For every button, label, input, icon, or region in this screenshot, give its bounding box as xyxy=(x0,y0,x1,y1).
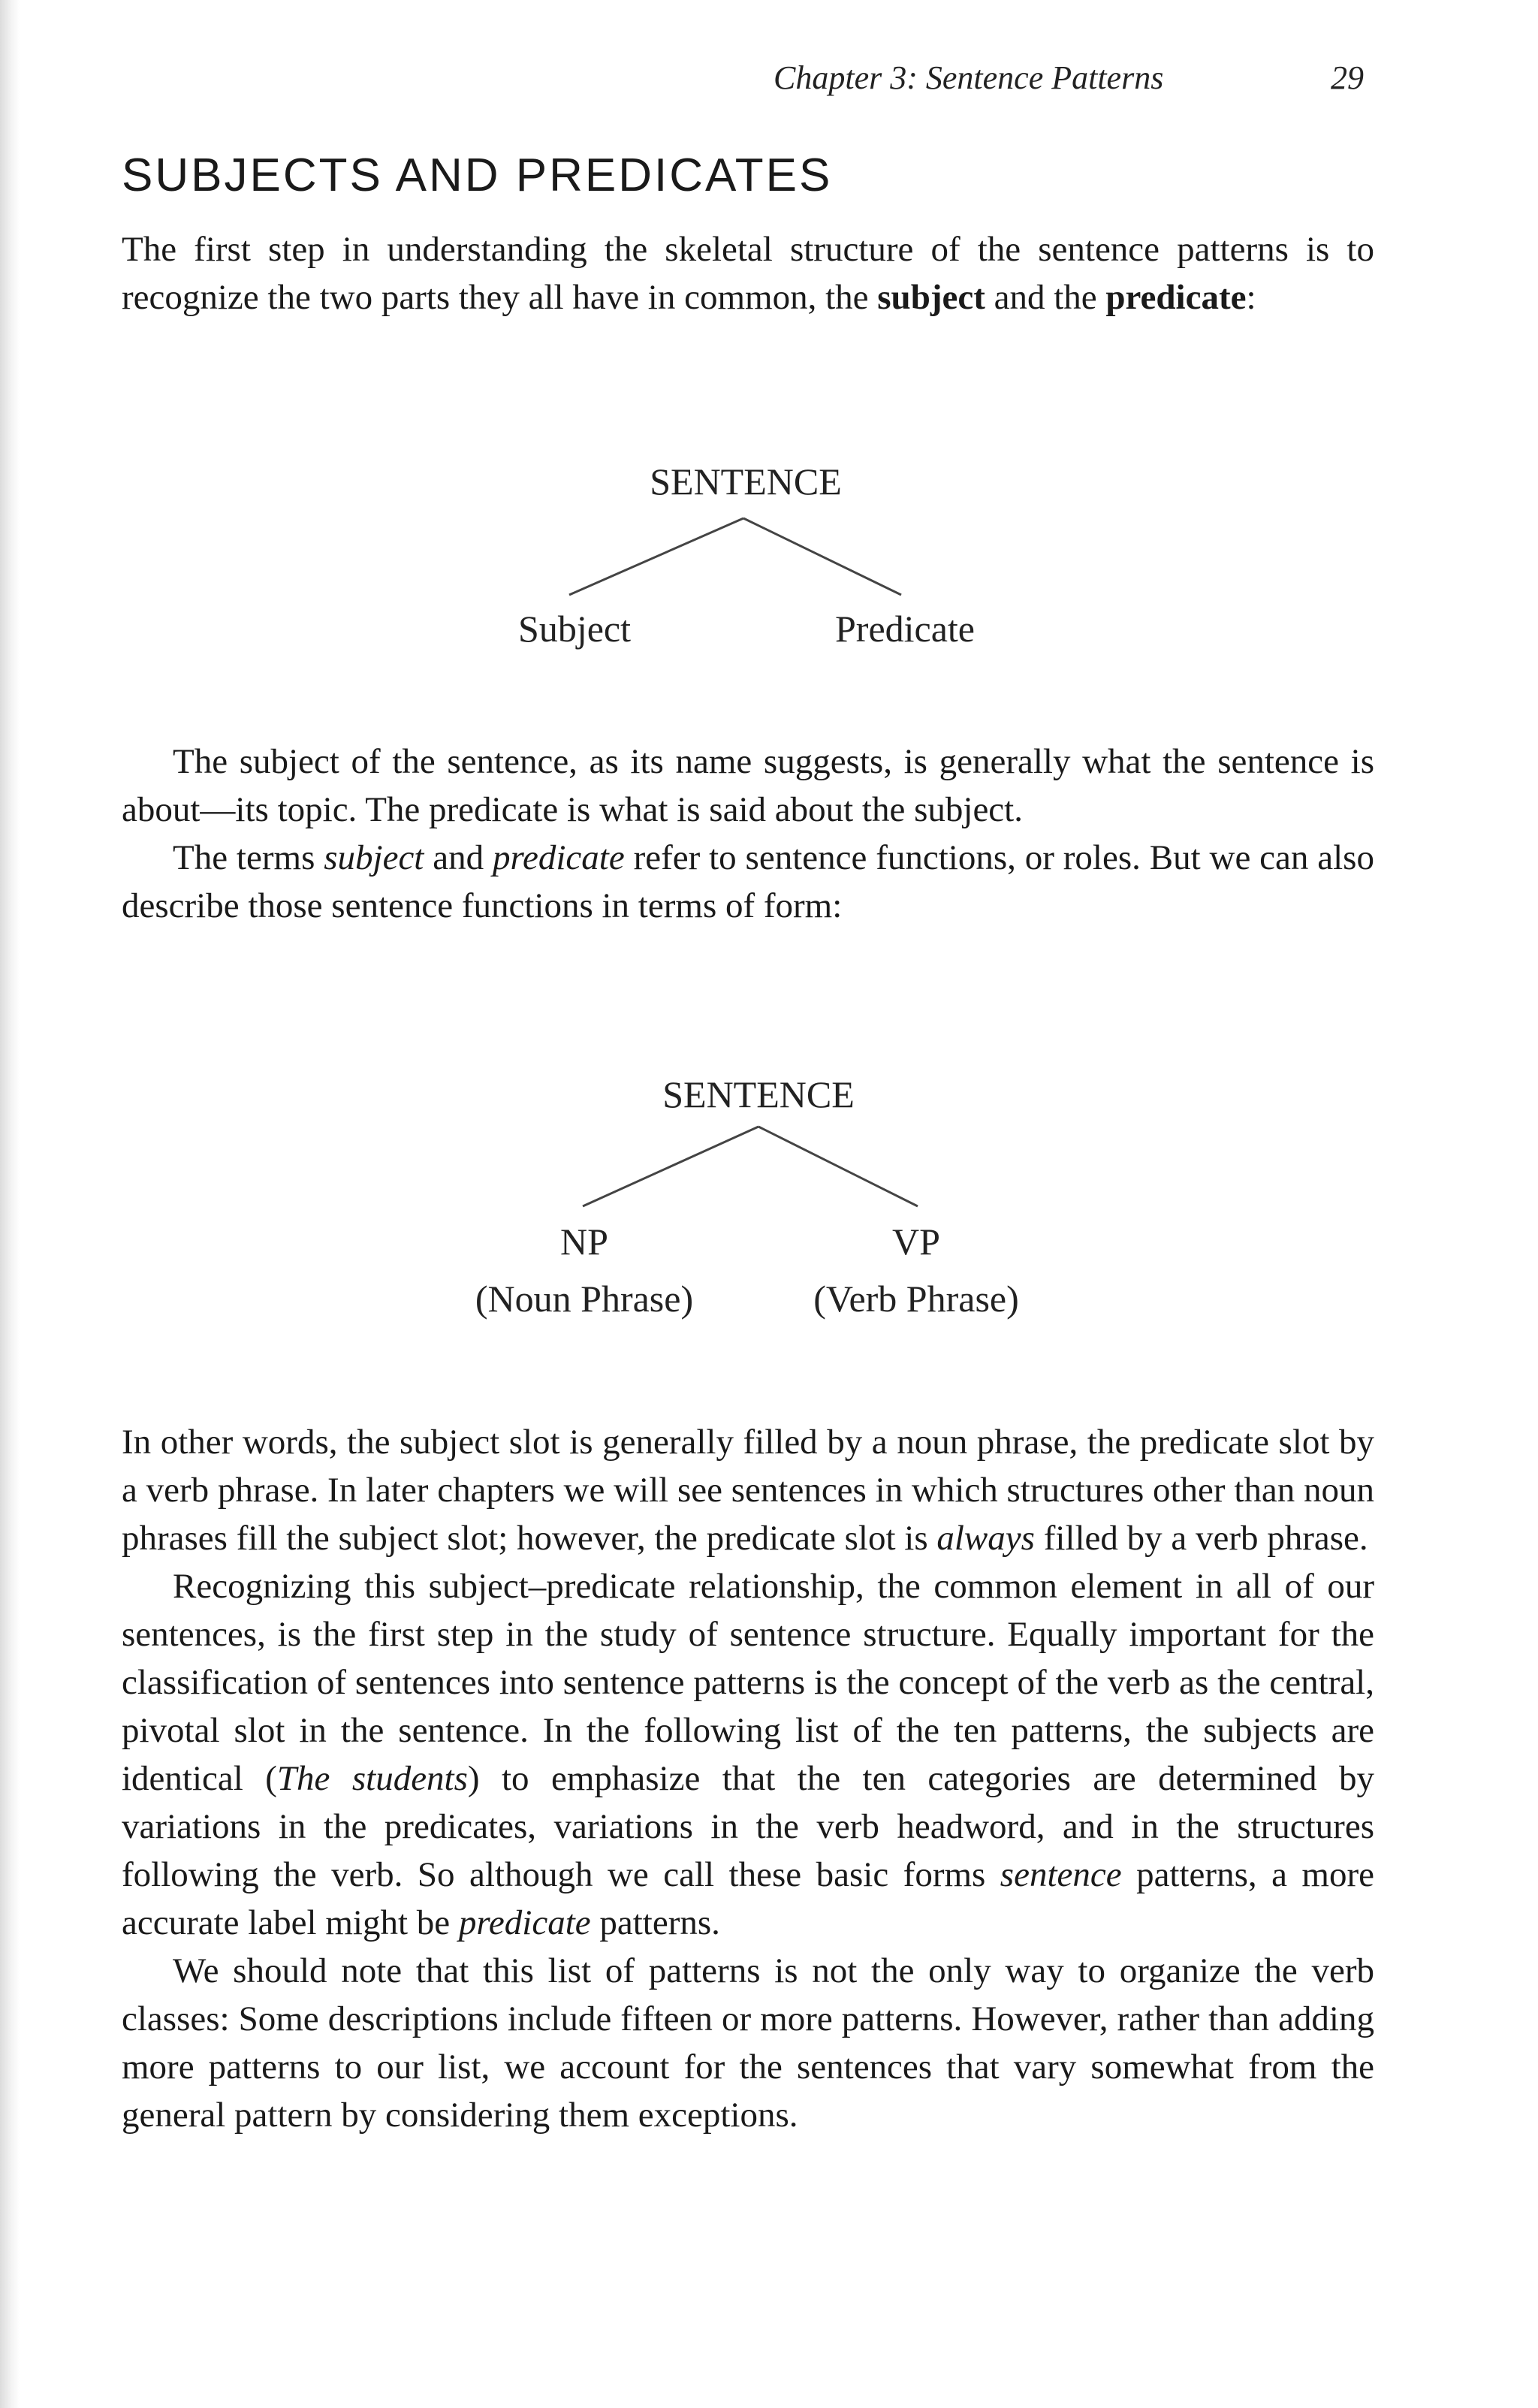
paragraph-6: We should note that this list of patterns is not the only way to organize the verb classes: Some descriptions include fifteen or more patterns. However, rather than adding more patterns to our list, we account for the sentences that vary somewhat from the general pattern by considering them exceptions. xyxy=(122,1951,1374,2135)
p5-c: patterns, a more accurate label might be xyxy=(122,1855,1374,1942)
p5-sentence-italic: sentence xyxy=(1000,1855,1122,1894)
p5-a: Recognizing this subject–predicate relationship, the common element in all of our sentences, is the first step in the study of sentence structure. Equally important for the classification of sentences into sentence patterns is the concept of the verb as the central, pivotal slot in the sentence. In the following list of the ten patterns, the subjects are identical ( xyxy=(122,1567,1374,1798)
tree-1-left-branch xyxy=(569,518,743,595)
p4-b: filled by a verb phrase. xyxy=(1034,1519,1368,1558)
p5-students-italic: The students xyxy=(276,1759,468,1798)
paragraph-1 xyxy=(122,225,1374,321)
paragraph-2: The subject of the sentence, as its name suggests, is generally what the sentence is about—its topic. The predicate is what is said about the subject. xyxy=(122,742,1374,829)
tree-2-left-branch xyxy=(583,1127,758,1206)
p1-intro: The first step in understanding the skeletal structure of the sentence patterns is to recognize the two parts they all have in common, the xyxy=(122,230,1374,317)
tree-1-predicate-label: Predicate xyxy=(834,608,976,650)
tree-2-root-label: SENTENCE xyxy=(662,1073,855,1115)
paragraphs-lower xyxy=(122,1418,1374,2139)
p5-d: patterns. xyxy=(590,1903,720,1942)
p5-predicate-italic: predicate xyxy=(458,1903,591,1942)
tree-1-subject-label: Subject xyxy=(518,608,631,650)
running-head-chapter: Chapter 3: Sentence Patterns xyxy=(774,59,1164,96)
p1-and: and the xyxy=(985,278,1106,317)
tree-2-np-label: NP xyxy=(560,1221,608,1263)
p3-predicate-italic: predicate xyxy=(492,838,625,877)
p4-a: In other words, the subject slot is generally filled by a noun phrase, the predicate slot by a verb phrase. In later chapters we will see sentences in which structures other than noun phrases fill the subject slot; however, the predicate slot is xyxy=(122,1423,1374,1558)
binding-shadow xyxy=(0,0,20,2408)
p1-end: : xyxy=(1246,278,1256,317)
paragraph-4 xyxy=(122,1418,1374,1562)
tree-2-vp-label: VP xyxy=(892,1221,940,1263)
tree-2-verb-phrase-label: (Verb Phrase) xyxy=(813,1278,1019,1320)
paragraphs-middle xyxy=(122,738,1374,930)
p1-subject-term: subject xyxy=(877,278,985,317)
tree-1-root-label: SENTENCE xyxy=(650,460,842,502)
p3-b: and xyxy=(424,838,493,877)
p5-b: ) to emphasize that the ten categories are determined by variations in the predicates, variations in the verb headword, and in the structures following the verb. So although we call these basic forms xyxy=(122,1759,1374,1894)
section-heading: SUBJECTS AND PREDICATES xyxy=(122,149,833,201)
tree-2-right-branch xyxy=(758,1127,918,1206)
p3-a: The terms xyxy=(173,838,324,877)
p1-predicate-term: predicate xyxy=(1105,278,1247,317)
p4-always-italic: always xyxy=(936,1519,1035,1558)
p3-c: refer to sentence functions, or roles. But we can also describe those sentence functions in terms of form: xyxy=(122,838,1374,925)
paragraph-intro xyxy=(122,225,1374,321)
paragraph-3 xyxy=(122,834,1374,930)
tree-2-noun-phrase-label: (Noun Phrase) xyxy=(475,1278,694,1320)
tree-1-right-branch xyxy=(743,518,901,595)
p3-subject-italic: subject xyxy=(324,838,424,877)
paragraph-5 xyxy=(122,1562,1374,1947)
page-number: 29 xyxy=(1331,59,1364,96)
